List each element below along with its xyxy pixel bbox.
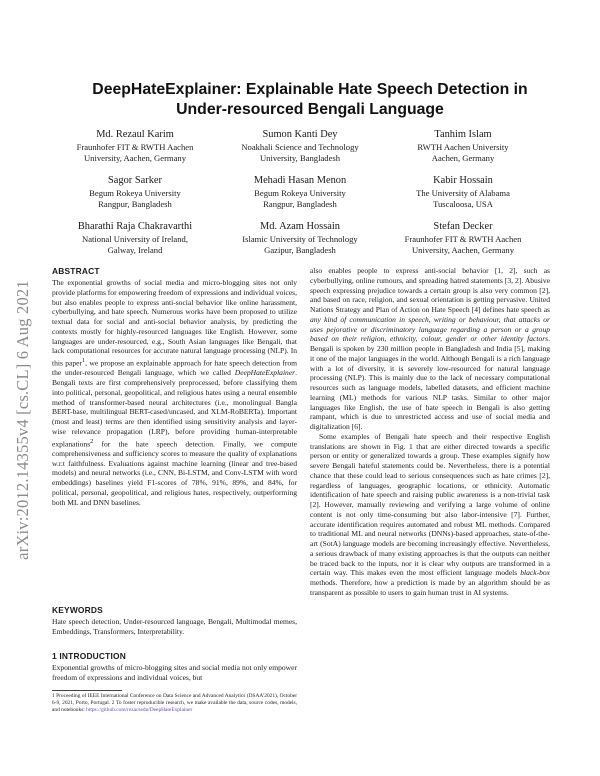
introduction-text: Exponential growths of micro-blogging sites and social media not only empower freedom of expressions and individual voices, but — [52, 663, 297, 682]
author-name: Bharathi Raja Chakravarthi — [77, 221, 193, 232]
author-affiliation: University, Aachen, Germany — [83, 153, 187, 164]
footnotes: 1 Proceeding of IEEE International Conference on Data Science and Advanced Analytics (DSAA'2021), October 6-9, 2021, Porto, Portugal. 2 To foster reproducible research, we make available the data, source codes, models, and notebooks: https://github.com/rezacsedu/DeepHateExplainer — [52, 693, 297, 713]
author-affiliation: Tuscaloosa, USA — [433, 199, 493, 210]
author-affiliation: University, Bangladesh — [259, 153, 341, 164]
author-affiliation: The University of Alabama — [416, 188, 510, 198]
title-line-2: Under-resourced Bengali Language — [176, 101, 444, 118]
author-name: Mehadi Hasan Menon — [253, 175, 347, 186]
arxiv-stamp: arXiv:2012.14355v4 [cs.CL] 6 Aug 2021 — [13, 280, 32, 560]
author-affiliation: Fraunhofer FIT & RWTH Aachen — [404, 234, 522, 244]
author-affiliation: National University of Ireland, — [82, 234, 188, 244]
github-link[interactable]: https://github.com/rezacsedu/DeepHateExplainer — [86, 706, 193, 713]
author-name: Tanhim Islam — [434, 129, 492, 140]
author-affiliation: Fraunhofer FIT & RWTH Aachen — [76, 142, 194, 152]
author-affiliation: Noakhali Science and Technology — [241, 142, 359, 152]
abstract-heading: ABSTRACT — [52, 266, 100, 276]
author-affiliation: Gazipur, Bangladesh — [264, 245, 336, 256]
keywords-heading: KEYWORDS — [52, 605, 103, 615]
author-affiliation: RWTH Aachen University — [417, 142, 509, 152]
abstract-text: The exponential growths of social media and micro-blogging sites not only provide platforms for empowering freedom of expressions and individual voices, but also enables people to express anti-social behavior like online harassment, cyberbullying, and hate speech. Numerous works have been proposed to utilize textual data for social and anti-social behavior analysis, by predicting the contexts mostly for highly-resourced languages like English. However, some languages are under-resourced, e.g., South Asian languages like Bengali, that lack computational resources for accurate natural language processing (NLP). In this paper$^1$, we propose an explainable approach for hate speech detection from the under-resourced Bengali language, which we called DeepHateExplainer. Bengali texts are first comprehensively preprocessed, before classifying them into political, personal, geopolitical, and religious hates using a neural ensemble method of transformer-based neural architectures (i.e., monolingual Bangla BERT-base, multilingual BERT-cased/uncased, and XLM-RoBERTa). Important (most and least) terms are then identified using sensitivity analysis and layer-wise relevance propagation (LRP), before providing human-interpretable explanations$^2$ for the hate speech detection. Finally, we compute comprehensiveness and sufficiency scores to measure the quality of explanations w.r.t faithfulness. Evaluations against machine learning (linear and tree-based models) and neural networks (i.e., CNN, Bi-LSTM, and Conv-LSTM with word embeddings) baselines yield F1-scores of 78%, 91%, 89%, and 84%, for political, personal, geopolitical, and religious hates, respectively, outperforming both ML and DNN baselines. — [52, 278, 297, 507]
author-affiliation: Rangpur, Bangladesh — [98, 199, 172, 210]
author-block — [215, 128, 385, 164]
author-block — [50, 220, 220, 256]
author-affiliation: Begum Rokeya University — [89, 188, 181, 198]
author-block — [50, 174, 220, 210]
author-block — [215, 220, 385, 256]
author-affiliation: University, Aachen, Germany — [411, 245, 515, 256]
author-name: Stefan Decker — [433, 221, 493, 232]
author-block — [50, 128, 220, 164]
author-name: Kabir Hossain — [433, 175, 493, 186]
title-line-1: DeepHateExplainer: Explainable Hate Speech Detection in — [92, 81, 528, 98]
author-name: Md. Rezaul Karim — [96, 129, 174, 140]
keywords-text: Hate speech detection, Under-resourced language, Bengali, Multimodal memes, Embeddings, Transformers, Interpretability. — [52, 617, 297, 636]
author-affiliation: Begum Rokeya University — [254, 188, 346, 198]
author-affiliation: Aachen, Germany — [431, 153, 495, 164]
author-affiliation: Rangpur, Bangladesh — [263, 199, 337, 210]
author-name: Sumon Kanti Dey — [262, 129, 338, 140]
author-block — [378, 220, 548, 256]
author-name: Md. Azam Hossain — [260, 221, 340, 232]
introduction-heading: 1 INTRODUCTION — [52, 651, 126, 661]
paper-title — [60, 80, 560, 120]
author-block — [378, 128, 548, 164]
author-name: Sagor Sarker — [108, 175, 162, 186]
author-block — [215, 174, 385, 210]
author-affiliation: Islamic University of Technology — [242, 234, 358, 244]
author-affiliation: Galway, Ireland — [107, 245, 163, 256]
footnote-rule — [52, 690, 122, 691]
intro-continued-text: also enables people to express anti-social behavior [1, 2], such as cyberbullying, online rumours, and spreading hatred statements [3, 2]. Abusive speech expressing prejudice towards a certain group is also very common [2], and based on race, religion, and sexual orientation is getting pervasive. United Nations Strategy and Plan of Action on Hate Speech [4] defines hate speech as any kind of communication in speech, writing or behaviour, that attacks or uses pejorative or discriminatory language regarding a person or a group based on their religion, ethnicity, colour, gender or other identity factors. Bengali is spoken by 230 million people in Bangladesh and India [5], making it one of the major languages in the world. Although Bengali is a rich language with a lot of diversity, it is severely low-resourced for natural language processing (NLP). This is mainly due to the lack of necessary computational resources such as language models, labelled datasets, and efficient machine learning (ML) methods for various NLP tasks. Similar to other major languages like English, the use of hate speech in Bengali is also getting rampant, which is due to unrestricted access and use of social media and digitalization [6]. Some examples of Bengali hate speech and their respective English translations are shown in Fig. 1 that are either directed towards a specific person or entity or generalized towards a group. These examples signify how severe Bengali hateful statements could be. Nevertheless, there is a potential chance that these could lead to serious consequences such as hate crimes [2], regardless of languages, geographic locations, or ethnicity. Automatic identification of hate speech and raising public awareness is a non-trivial task [2]. However, manually reviewing and verifying a large volume of online content is not only time-consuming but also labor-intensive [7]. Further, accurate identification requires automated and robust ML methods. Compared to traditional ML and neural networks (DNNs)-based approaches, state-of-the-art (SotA) language models are becoming increasingly effective. Nevertheless, a serious drawback of many existing approaches is that the outputs can neither be traced back to the inputs, nor it is clear why outputs are transformed in a certain way. This makes even the most efficient language models black-box methods. Therefore, how a prediction is made by an algorithm should be as transparent as possible to users to gain human trust in AI systems. — [310, 266, 550, 597]
author-block — [378, 174, 548, 210]
